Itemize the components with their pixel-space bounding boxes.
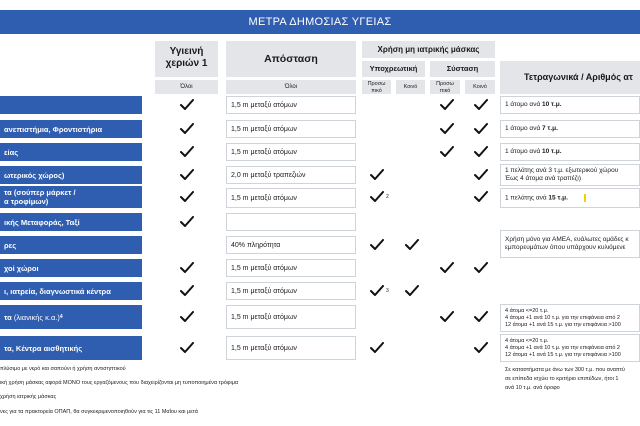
checkmark-icon: [440, 146, 454, 158]
footnote-right: σε επίπεδα ισχύει το κριτήριο επιπέδων, ήτοι 1: [505, 376, 619, 382]
header-mask-use: Χρήση μη ιατρικής μάσκας: [362, 41, 495, 58]
sqm-cell: 1 άτομο ανά 10 τ.μ.: [500, 143, 640, 161]
sqm-cell: 4 άτομα <=20 τ.μ. 4 άτομα +1 ανά 10 τ.μ. για την επιφάνεια από 2 12 άτομα +1 ανά 15 τ.μ. για την επιφάνεια >100: [500, 334, 640, 362]
footnote: ική χρήση μάσκας αφορά ΜΟΝΟ τους εργαζόμενους που διαχειρίζονται μη τυποποιημένα τρόφιμα: [0, 380, 239, 386]
subheader-recommended-staff: Προσω πικό: [430, 80, 460, 94]
header-recommended: Σύσταση: [430, 61, 495, 77]
distance-cell: 1,5 m μεταξύ ατόμων: [226, 143, 356, 161]
checkmark-icon: [180, 311, 194, 323]
header-distance: Απόσταση: [226, 41, 356, 77]
distance-cell: 1,5 m μεταξύ ατόμων: [226, 305, 356, 329]
checkmark-icon: [440, 99, 454, 111]
row-label: ι, ιατρεία, διαγνωστικά κέντρα: [0, 282, 142, 300]
distance-cell: 1,5 m μεταξύ ατόμων: [226, 336, 356, 360]
footnote: πλύσιμο με νερό και σαπούνι ή χρήση αντισηπτικού: [0, 366, 126, 372]
footnote-right: ανά 10 τ.μ. ανά όροφο: [505, 385, 560, 391]
checkmark-icon: [474, 191, 488, 203]
checkmark-icon: [180, 169, 194, 181]
footnote: χρήση ιατρικής μάσκας: [0, 394, 57, 400]
distance-cell: 1,5 m μεταξύ ατόμων: [226, 259, 356, 277]
footnote-marker: 3: [386, 288, 389, 294]
subheader-mandatory-public: Κοινό: [396, 80, 425, 94]
header-hand-hygiene: Υγιεινή χεριών 1: [155, 41, 218, 77]
sqm-cell: Χρήση μόνο για ΑΜΕΑ, ευάλωτες ομάδες κ εμπορευμάτων όπου υπάρχουν κυλιόμενε: [500, 230, 640, 258]
row-label: τα, Κέντρα αισθητικής: [0, 336, 142, 360]
checkmark-icon: [474, 262, 488, 274]
checkmark-icon: [180, 342, 194, 354]
checkmark-icon: [405, 285, 419, 297]
checkmark-icon: [180, 216, 194, 228]
checkmark-icon: [440, 262, 454, 274]
sqm-cell: 4 άτομα <=20 τ.μ. 4 άτομα +1 ανά 10 τ.μ. για την επιφάνεια από 2 12 άτομα +1 ανά 15 τ.μ. για την επιφάνεια >100: [500, 304, 640, 332]
sqm-cell: 1 άτομο ανά 7 τ.μ.: [500, 120, 640, 138]
checkmark-icon: [370, 285, 384, 297]
checkmark-icon: [180, 146, 194, 158]
checkmark-icon: [474, 311, 488, 323]
checkmark-icon: [180, 123, 194, 135]
checkmark-icon: [474, 146, 488, 158]
checkmark-icon: [180, 191, 194, 203]
checkmark-icon: [370, 239, 384, 251]
header-square-meters: Τετραγωνικά / Αριθμός ατ: [500, 61, 640, 94]
checkmark-icon: [440, 123, 454, 135]
row-label: ικής Μεταφοράς, Ταξί: [0, 213, 142, 231]
subheader-recommended-public: Κοινό: [465, 80, 495, 94]
row-label: ανεπιστήμια, Φροντιστήρια: [0, 120, 142, 138]
page-title: ΜΕΤΡΑ ΔΗΜΟΣΙΑΣ ΥΓΕΙΑΣ: [0, 10, 640, 34]
distance-cell: 1,5 m μεταξύ ατόμων: [226, 282, 356, 300]
distance-cell: 2,0 m μεταξύ τραπεζιών: [226, 166, 356, 184]
footnote: νες για τα πρακτορεία ΟΠΑΠ, θα συγκεκριμενοποιηθούν για τις 11 Μαΐου και μετά: [0, 409, 198, 415]
subheader-mandatory-staff: Προσω πικό: [362, 80, 391, 94]
distance-cell: [226, 213, 356, 231]
checkmark-icon: [370, 169, 384, 181]
checkmark-icon: [180, 262, 194, 274]
checkmark-icon: [180, 99, 194, 111]
subheader-hygiene-all: Όλοι: [155, 80, 218, 94]
checkmark-icon: [474, 99, 488, 111]
row-label: τα (σούπερ μάρκετ / α τροφίμων): [0, 186, 142, 208]
sqm-cell: 1 πελάτης ανά 3 τ.μ. εξωτερικού χώρου Έως 4 άτομα ανά τραπέζι): [500, 164, 640, 186]
sqm-cell: 1 πελάτης ανά 15 τ.μ.: [500, 188, 640, 208]
checkmark-icon: [370, 191, 384, 203]
row-label: ωτερικός χώρος): [0, 166, 142, 184]
row-label: είας: [0, 143, 142, 161]
row-label: ρες: [0, 236, 142, 254]
footnote-marker: 2: [386, 194, 389, 200]
checkmark-icon: [474, 169, 488, 181]
row-label: τα (λιανικής κ.α.) 4: [0, 305, 142, 329]
row-label: χοί χώροι: [0, 259, 142, 277]
checkmark-icon: [474, 342, 488, 354]
sqm-cell: 1 άτομο ανά 10 τ.μ.: [500, 96, 640, 114]
footnote-right: Σε καταστήματα με άνω των 300 τ.μ. που αναπτύ: [505, 367, 625, 373]
checkmark-icon: [474, 123, 488, 135]
checkmark-icon: [440, 311, 454, 323]
checkmark-icon: [180, 285, 194, 297]
subheader-distance-all: Όλοι: [226, 80, 356, 94]
row-label: [0, 96, 142, 114]
distance-cell: 1,5 m μεταξύ ατόμων: [226, 120, 356, 138]
header-mandatory: Υποχρεωτική: [362, 61, 425, 77]
distance-cell: 40% πληρότητα: [226, 236, 356, 254]
distance-cell: 1,5 m μεταξύ ατόμων: [226, 96, 356, 114]
distance-cell: 1,5 m μεταξύ ατόμων: [226, 188, 356, 208]
checkmark-icon: [405, 239, 419, 251]
checkmark-icon: [370, 342, 384, 354]
